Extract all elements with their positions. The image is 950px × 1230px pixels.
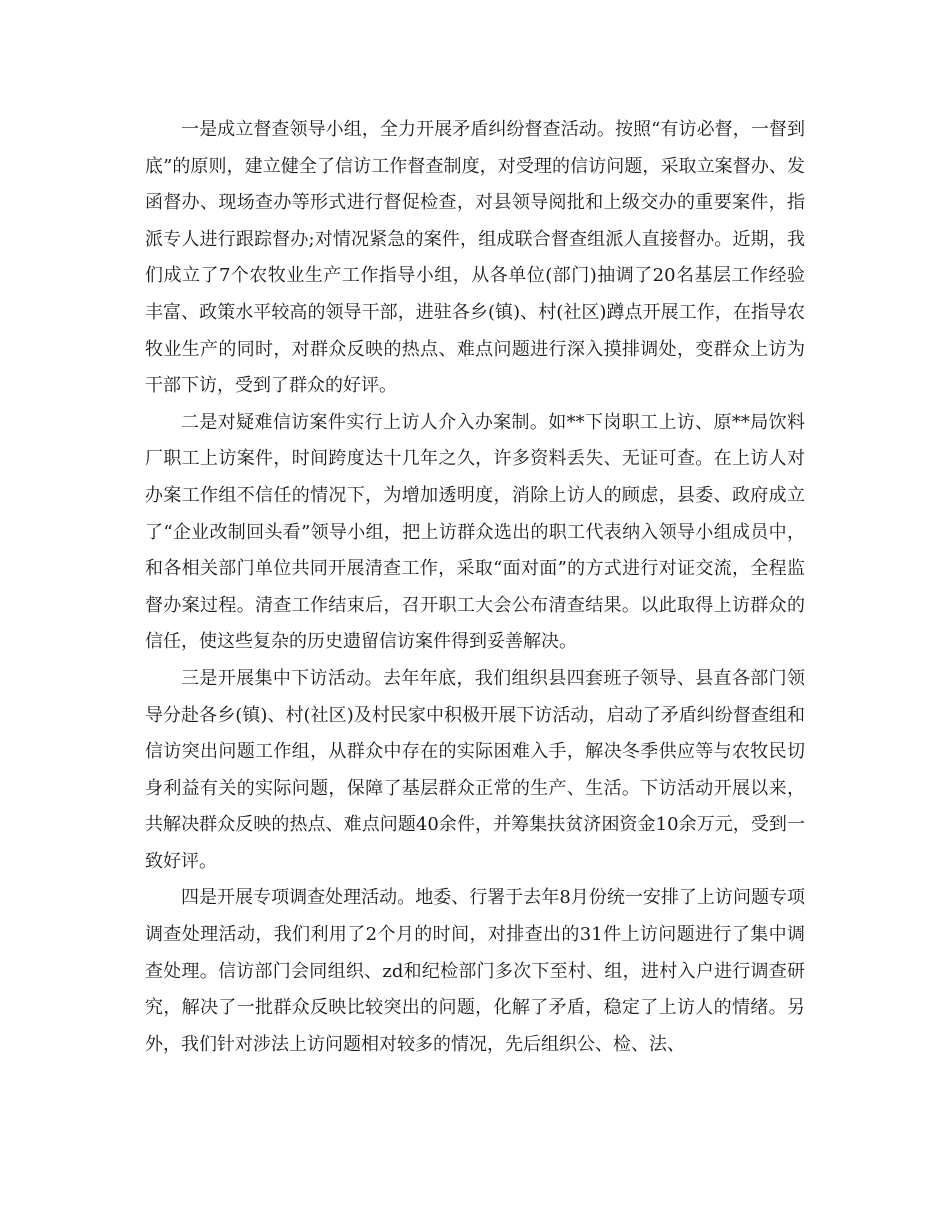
paragraph-2: 二是对疑难信访案件实行上访人介入办案制。如**下岗职工上访、原**局饮料厂职工上访案件，时间跨度达十几年之久，许多资料丢失、无证可查。在上访人对办案工作组不信任的情况下，为增加透明度，消除上访人的顾虑，县委、政府成立了“企业改制回头看”领导小组，把上访群众选出的职工代表纳入领导小组成员中，和各相关部门单位共同开展清查工作，采取“面对面”的方式进行对证交流，全程监督办案过程。清查工作结束后，召开职工大会公布清查结果。以此取得上访群众的信任，使这些复杂的历史遗留信访案件得到妥善解决。	[145, 411, 805, 653]
document-body	[145, 112, 805, 1063]
paragraph-1: 一是成立督查领导小组，全力开展矛盾纠纷督查活动。按照“有访必督，一督到底”的原则，建立健全了信访工作督查制度，对受理的信访问题，采取立案督办、发函督办、现场查办等形式进行督促检查，对县领导阅批和上级交办的重要案件，指派专人进行跟踪督办;对情况紧急的案件，组成联合督查组派人直接督办。近期，我们成立了7个农牧业生产工作指导小组，从各单位(部门)抽调了20名基层工作经验丰富、政策水平较高的领导干部，进驻各乡(镇)、村(社区)蹲点开展工作，在指导农牧业生产的同时，对群众反映的热点、难点问题进行深入摸排调处，变群众上访为干部下访，受到了群众的好评。	[145, 119, 805, 397]
paragraph-3: 三是开展集中下访活动。去年年底，我们组织县四套班子领导、县直各部门领导分赴各乡(镇)、村(社区)及村民家中积极开展下访活动，启动了矛盾纠纷督查组和信访突出问题工作组，从群众中存在的实际困难入手，解决冬季供应等与农牧民切身利益有关的实际问题，保障了基层群众正常的生产、生活。下访活动开展以来，共解决群众反映的热点、难点问题40余件，并筹集扶贫济困资金10余万元，受到一致好评。	[145, 667, 805, 872]
paragraph-4: 四是开展专项调查处理活动。地委、行署于去年8月份统一安排了上访问题专项调查处理活动，我们利用了2个月的时间，对排查出的31件上访问题进行了集中调查处理。信访部门会同组织、zd和纪检部门多次下至村、组，进村入户进行调查研究，解决了一批群众反映比较突出的问题，化解了矛盾，稳定了上访人的情绪。另外，我们针对涉法上访问题相对较多的情况，先后组织公、检、法、	[145, 887, 805, 1055]
